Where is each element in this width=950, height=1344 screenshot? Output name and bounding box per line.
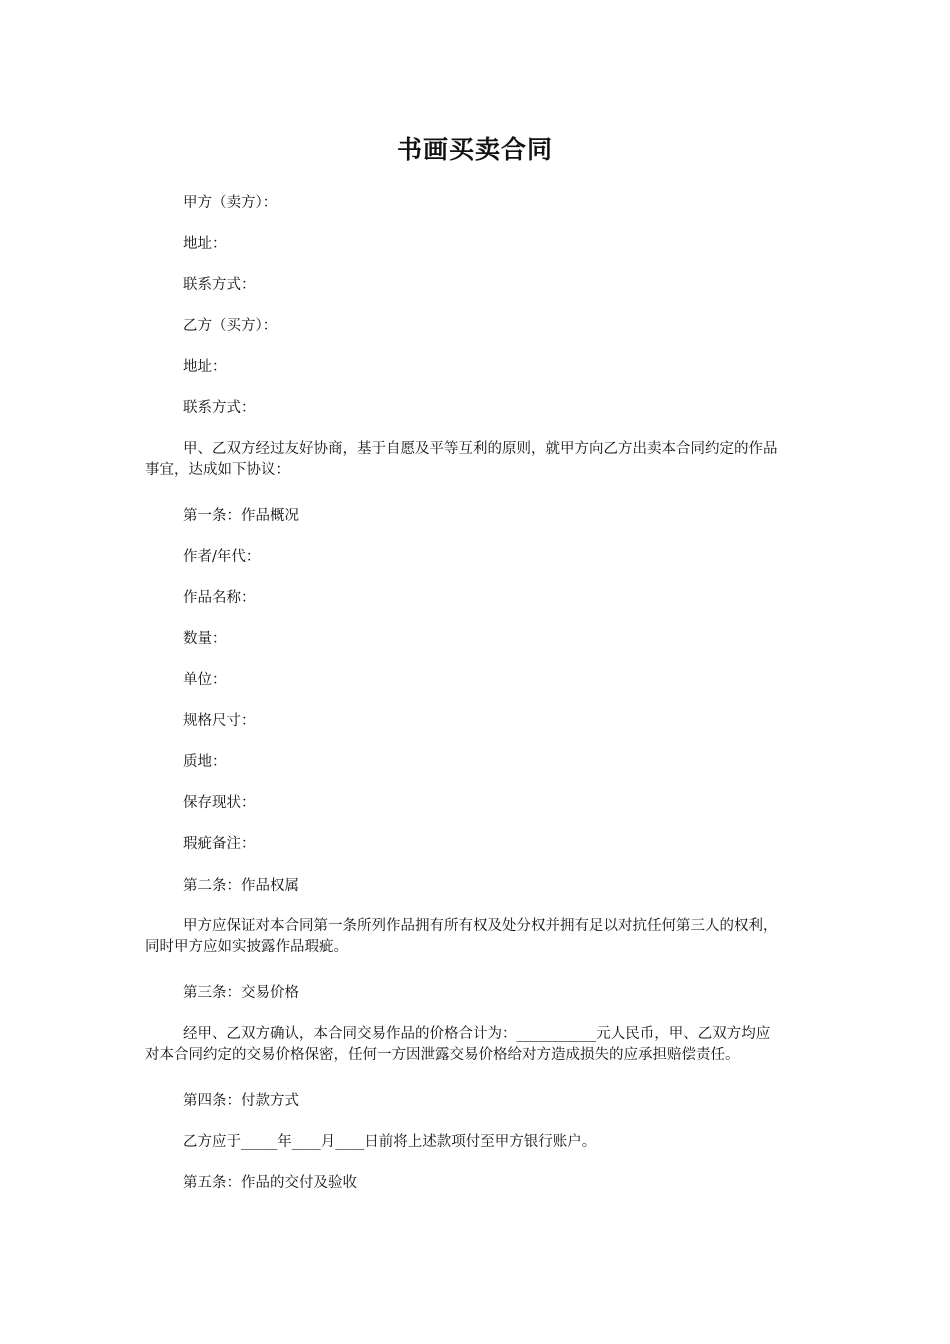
field-condition: 保存现状： [183, 795, 256, 811]
document-title: 书画买卖合同 [396, 135, 553, 164]
field-work-name: 作品名称： [183, 590, 256, 606]
party-a-address: 地址： [183, 236, 227, 252]
preamble-paragraph [145, 439, 805, 481]
field-quantity: 数量： [183, 631, 227, 647]
article-4-heading: 第四条：付款方式 [183, 1093, 299, 1109]
party-a-label: 甲方（卖方）： [183, 195, 278, 211]
field-dimensions: 规格尺寸： [183, 713, 256, 729]
article-3-heading: 第三条：交易价格 [183, 985, 299, 1001]
field-author-era: 作者/年代： [183, 549, 261, 565]
article-3-line: 经甲、乙双方确认，本合同交易作品的价格合计为：___________元人民币，甲、乙双方均应 [183, 1026, 771, 1042]
article-4-text: 乙方应于_____年____月____日前将上述款项付至甲方银行账户。 [183, 1134, 597, 1150]
article-3-line: 对本合同约定的交易价格保密，任何一方因泄露交易价格给对方造成损失的应承担赔偿责任。 [145, 1047, 740, 1063]
party-b-contact: 联系方式： [183, 400, 256, 416]
party-b-label: 乙方（买方）： [183, 318, 278, 334]
party-a-contact: 联系方式： [183, 277, 256, 293]
article-1-heading: 第一条：作品概况 [183, 508, 299, 524]
preamble-line: 事宜，达成如下协议： [145, 462, 290, 478]
party-b-address: 地址： [183, 359, 227, 375]
article-3-paragraph [145, 1024, 805, 1066]
field-material: 质地： [183, 754, 227, 770]
article-2-line: 同时甲方应如实披露作品瑕疵。 [145, 939, 348, 955]
field-unit: 单位： [183, 672, 227, 688]
article-5-heading: 第五条：作品的交付及验收 [183, 1175, 357, 1191]
field-defect-notes: 瑕疵备注： [183, 836, 256, 852]
preamble-line: 甲、乙双方经过友好协商，基于自愿及平等互利的原则，就甲方向乙方出卖本合同约定的作品 [183, 441, 778, 457]
article-2-line: 甲方应保证对本合同第一条所列作品拥有所有权及处分权并拥有足以对抗任何第三人的权利， [183, 918, 778, 934]
article-2-heading: 第二条：作品权属 [183, 878, 299, 894]
article-2-paragraph [145, 916, 805, 958]
